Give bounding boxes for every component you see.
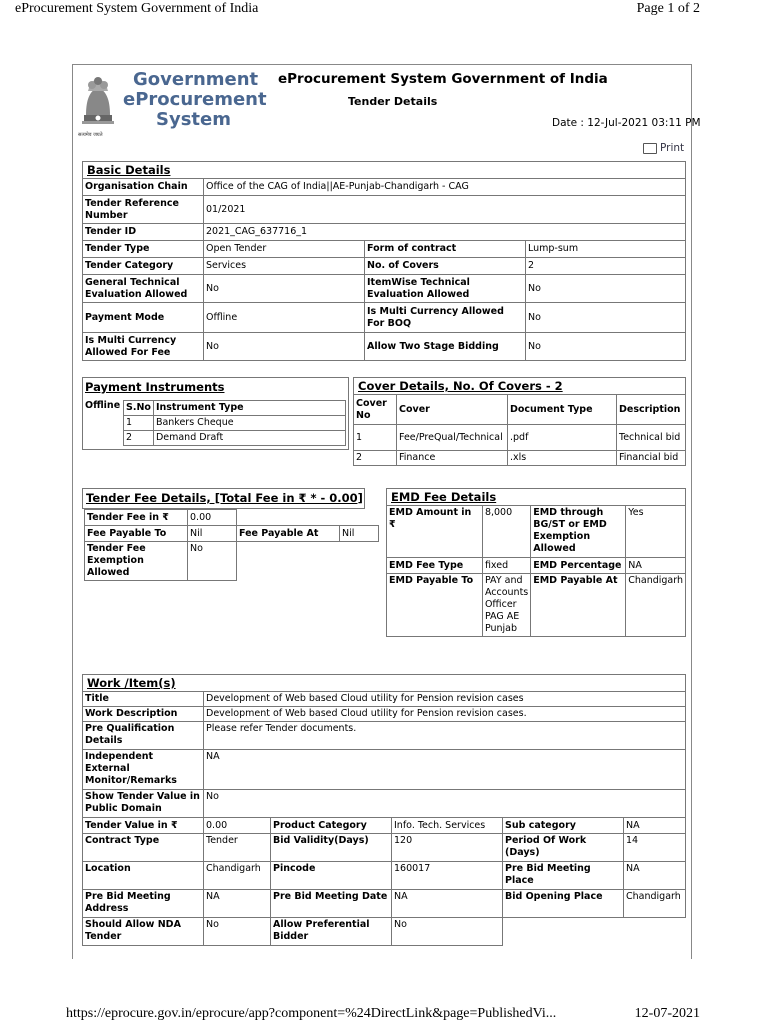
site-logo[interactable] — [76, 67, 266, 142]
cover-row-1-desc: Technical bid — [617, 425, 686, 451]
emd-amount-label: EMD Amount in ₹ — [387, 506, 483, 558]
location-label: Location — [83, 862, 204, 890]
basic-details-heading: Basic Details — [83, 162, 686, 179]
tender-fee-heading: Tender Fee Details, [Total Fee in ₹ * - 0.00] — [86, 491, 363, 505]
work-items-table — [82, 674, 686, 946]
show-value-value: No — [204, 790, 686, 818]
tender-category-value: Services — [204, 258, 365, 275]
mc-fee-value: No — [204, 333, 365, 361]
pre-bid-date-value: NA — [392, 890, 503, 918]
tender-category-label: Tender Category — [83, 258, 204, 275]
tender-value-label: Tender Value in ₹ — [83, 818, 204, 834]
tender-fee-value: 0.00 — [188, 510, 237, 526]
emd-percentage-label: EMD Percentage — [531, 558, 626, 574]
pre-bid-date-label: Pre Bid Meeting Date — [271, 890, 392, 918]
no-covers-value: 2 — [526, 258, 686, 275]
cover-details-table — [353, 377, 686, 466]
fee-payable-at-value: Nil — [340, 526, 379, 542]
tender-ref-label: Tender Reference Number — [83, 196, 204, 224]
browser-header-title: eProcurement System Government of India — [15, 1, 259, 16]
emd-fee-heading: EMD Fee Details — [387, 489, 686, 506]
print-label: Print — [660, 142, 685, 154]
mc-boq-label: Is Multi Currency Allowed For BOQ — [365, 303, 526, 333]
work-desc-label: Work Description — [83, 707, 204, 722]
cover-row-2-cover: Finance — [397, 451, 508, 466]
contract-type-label: Contract Type — [83, 834, 204, 862]
sub-category-label: Sub category — [503, 818, 624, 834]
cover-details-heading: Cover Details, No. Of Covers - 2 — [354, 378, 686, 395]
bid-validity-label: Bid Validity(Days) — [271, 834, 392, 862]
motto-text: सत्यमेव जयते — [78, 132, 103, 138]
gte-value: No — [204, 275, 365, 303]
tender-fee-label: Tender Fee in ₹ — [85, 510, 188, 526]
browser-header-page: Page 1 of 2 — [636, 1, 700, 16]
cover-row-1-cover: Fee/PreQual/Technical — [397, 425, 508, 451]
bid-opening-place-value: Chandigarh — [624, 890, 686, 918]
ite-value: No — [526, 275, 686, 303]
tender-id-label: Tender ID — [83, 224, 204, 241]
emd-amount-value: 8,000 — [482, 506, 530, 558]
monitor-label: Independent External Monitor/Remarks — [83, 750, 204, 790]
col-instrument-type: Instrument Type — [153, 401, 345, 416]
org-chain-value: Office of the CAG of India||AE-Punjab-Chandigarh - CAG — [204, 179, 686, 196]
emd-payable-to-value: PAY and Accounts Officer PAG AE Punjab — [482, 574, 530, 637]
emd-percentage-value: NA — [626, 558, 686, 574]
sub-category-value: NA — [624, 818, 686, 834]
payment-row-2-sno: 2 — [124, 431, 154, 446]
emd-payable-to-label: EMD Payable To — [387, 574, 483, 637]
period-work-label: Period Of Work (Days) — [503, 834, 624, 862]
tender-value-value: 0.00 — [204, 818, 271, 834]
fee-exemption-value: No — [188, 542, 237, 581]
pre-bid-place-value: NA — [624, 862, 686, 890]
pre-bid-place-label: Pre Bid Meeting Place — [503, 862, 624, 890]
form-contract-label: Form of contract — [365, 241, 526, 258]
cover-row-1-no: 1 — [354, 425, 397, 451]
emd-bg-value: Yes — [626, 506, 686, 558]
nda-value: No — [204, 918, 271, 946]
payment-instruments-heading: Payment Instruments — [85, 380, 225, 394]
emd-type-label: EMD Fee Type — [387, 558, 483, 574]
logo-text — [123, 70, 267, 130]
logo-line-3: System — [156, 109, 231, 130]
no-covers-label: No. of Covers — [365, 258, 526, 275]
logo-line-1: Government — [133, 69, 259, 90]
page-title: eProcurement System Government of India — [278, 71, 608, 87]
tender-type-label: Tender Type — [83, 241, 204, 258]
printer-icon — [643, 143, 657, 154]
emd-payable-at-value: Chandigarh — [626, 574, 686, 637]
work-title-value: Development of Web based Cloud utility for Pension revision cases — [204, 692, 686, 707]
cover-row-2-no: 2 — [354, 451, 397, 466]
pincode-value: 160017 — [392, 862, 503, 890]
org-chain-label: Organisation Chain — [83, 179, 204, 196]
bid-validity-value: 120 — [392, 834, 503, 862]
emd-fee-table — [386, 488, 686, 637]
bid-opening-place-label: Bid Opening Place — [503, 890, 624, 918]
pincode-label: Pincode — [271, 862, 392, 890]
product-category-label: Product Category — [271, 818, 392, 834]
tender-fee-table — [84, 509, 379, 581]
contract-type-value: Tender — [204, 834, 271, 862]
emd-bg-label: EMD through BG/ST or EMD Exemption Allowed — [531, 506, 626, 558]
col-description: Description — [617, 395, 686, 425]
two-stage-value: No — [526, 333, 686, 361]
fee-payable-to-label: Fee Payable To — [85, 526, 188, 542]
work-title-label: Title — [83, 692, 204, 707]
cover-row-2-doc: .xls — [508, 451, 617, 466]
mc-boq-value: No — [526, 303, 686, 333]
payment-mode-value: Offline — [204, 303, 365, 333]
fee-payable-to-value: Nil — [188, 526, 237, 542]
payment-mode-label: Payment Mode — [83, 303, 204, 333]
gte-label: General Technical Evaluation Allowed — [83, 275, 204, 303]
period-work-value: 14 — [624, 834, 686, 862]
tender-ref-value: 01/2021 — [204, 196, 686, 224]
fee-exemption-label: Tender Fee Exemption Allowed — [85, 542, 188, 581]
browser-footer-date: 12-07-2021 — [634, 1006, 700, 1021]
monitor-value: NA — [204, 750, 686, 790]
work-items-heading: Work /Item(s) — [83, 675, 686, 692]
emd-payable-at-label: EMD Payable At — [531, 574, 626, 637]
cover-row-1-doc: .pdf — [508, 425, 617, 451]
col-cover-no: Cover No — [354, 395, 397, 425]
page-date: Date : 12-Jul-2021 03:11 PM — [552, 117, 701, 129]
location-value: Chandigarh — [204, 862, 271, 890]
work-desc-value: Development of Web based Cloud utility for Pension revision cases. — [204, 707, 686, 722]
tender-id-value: 2021_CAG_637716_1 — [204, 224, 686, 241]
product-category-value: Info. Tech. Services — [392, 818, 503, 834]
pre-bid-address-label: Pre Bid Meeting Address — [83, 890, 204, 918]
fee-payable-at-label: Fee Payable At — [237, 526, 340, 542]
payment-row-1-type: Bankers Cheque — [153, 416, 345, 431]
basic-details-table — [82, 161, 686, 361]
two-stage-label: Allow Two Stage Bidding — [365, 333, 526, 361]
preferential-bidder-value: No — [392, 918, 503, 946]
mc-fee-label: Is Multi Currency Allowed For Fee — [83, 333, 204, 361]
payment-instruments-table — [123, 400, 346, 446]
cover-row-2-desc: Financial bid — [617, 451, 686, 466]
form-contract-value: Lump-sum — [526, 241, 686, 258]
payment-row-2-type: Demand Draft — [153, 431, 345, 446]
browser-footer-url: https://eprocure.gov.in/eprocure/app?component=%24DirectLink&page=PublishedVi... — [66, 1006, 557, 1021]
emd-type-value: fixed — [482, 558, 530, 574]
col-document-type: Document Type — [508, 395, 617, 425]
col-sno: S.No — [124, 401, 154, 416]
nda-label: Should Allow NDA Tender — [83, 918, 204, 946]
pre-bid-address-value: NA — [204, 890, 271, 918]
print-button[interactable] — [643, 142, 684, 154]
payment-mode-offline: Offline — [85, 400, 121, 411]
pre-qual-label: Pre Qualification Details — [83, 722, 204, 750]
logo-line-2: eProcurement — [123, 89, 267, 110]
pre-qual-value: Please refer Tender documents. — [204, 722, 686, 750]
col-cover: Cover — [397, 395, 508, 425]
ite-label: ItemWise Technical Evaluation Allowed — [365, 275, 526, 303]
preferential-bidder-label: Allow Preferential Bidder — [271, 918, 392, 946]
national-emblem-icon — [76, 69, 120, 137]
payment-row-1-sno: 1 — [124, 416, 154, 431]
page-subtitle: Tender Details — [348, 95, 438, 108]
show-value-label: Show Tender Value in Public Domain — [83, 790, 204, 818]
tender-type-value: Open Tender — [204, 241, 365, 258]
